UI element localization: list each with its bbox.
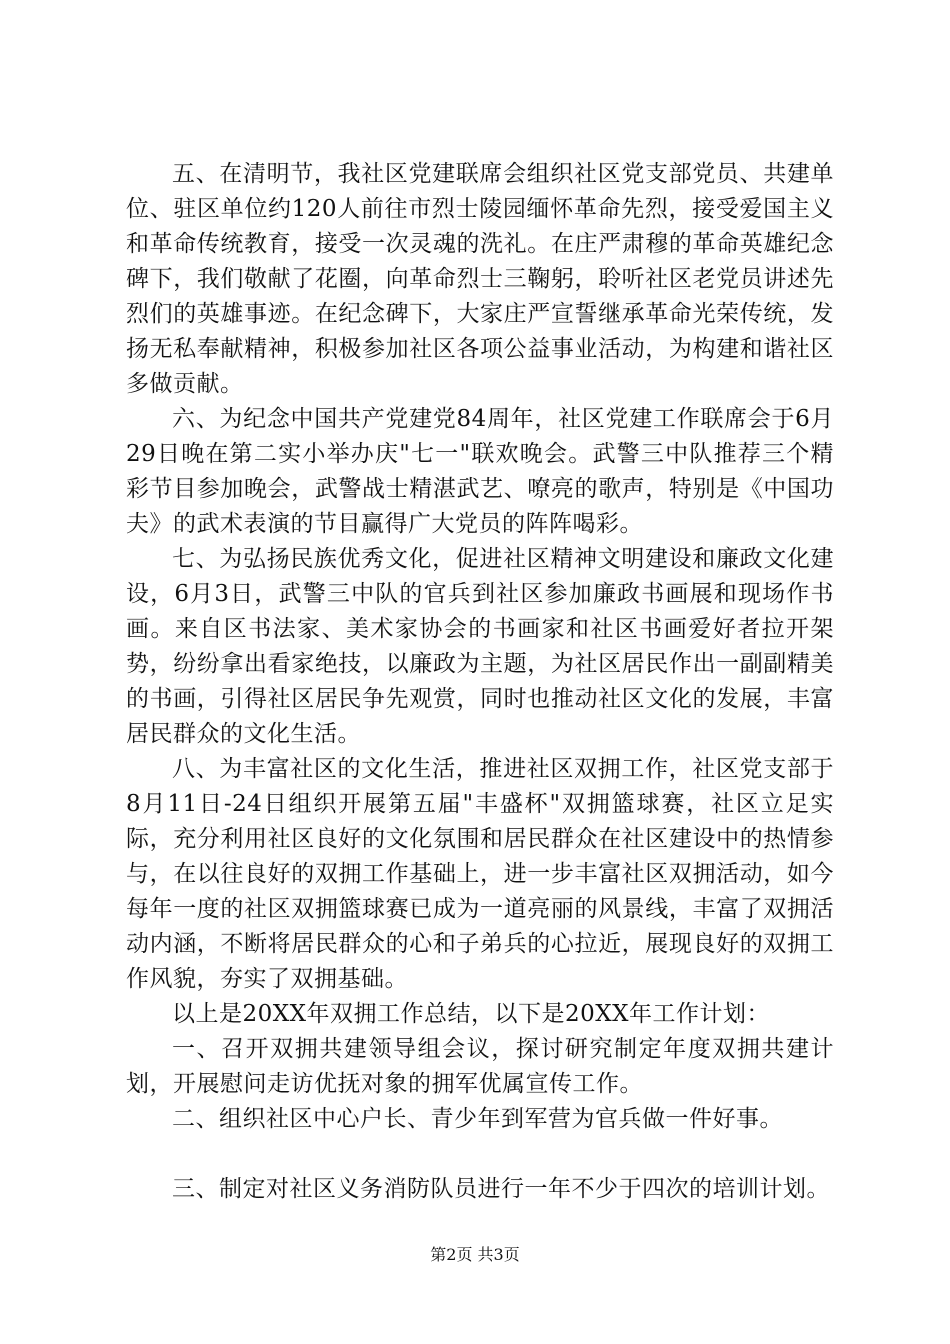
page-number-footer: 第2页 共3页 [430,1245,520,1264]
document-body [126,157,834,1207]
plan-item-three: 三、制定对社区义务消防队员进行一年不少于四次的培训计划。 [172,1176,830,1202]
paragraph-six: 六、为纪念中国共产党建党84周年，社区党建工作联席会于6月29日晚在第二实小举办庆"七一"联欢晚会。武警三中队推荐三个精彩节目参加晚会，武警战士精湛武艺、嘹亮的歌声，特别是《中国功夫》的武术表演的节目赢得广大党员的阵阵喝彩。 [126,406,834,537]
plan-item-one: 一、召开双拥共建领导组会议，探讨研究制定年度双拥共建计划，开展慰问走访优抚对象的拥军优属宣传工作。 [126,1036,834,1097]
plan-item-two: 二、组织社区中心户长、青少年到军营为官兵做一件好事。 [172,1106,783,1132]
paragraph-seven: 七、为弘扬民族优秀文化，促进社区精神文明建设和廉政文化建设，6月3日，武警三中队的官兵到社区参加廉政书画展和现场作书画。来自区书法家、美术家协会的书画家和社区书画爱好者拉开架势，纷纷拿出看家绝技，以廉政为主题，为社区居民作出一副副精美的书画，引得社区居民争先观赏，同时也推动社区文化的发展，丰富居民群众的文化生活。 [126,546,834,747]
plan-intro: 以上是20XX年双拥工作总结，以下是20XX年工作计划： [172,1001,771,1027]
paragraph-eight: 八、为丰富社区的文化生活，推进社区双拥工作，社区党支部于8月11日-24日组织开展第五届"丰盛杯"双拥篮球赛，社区立足实际，充分利用社区良好的文化氛围和居民群众在社区建设中的热情参与，在以往良好的双拥工作基础上，进一步丰富社区双拥活动，如今每年一度的社区双拥篮球赛已成为一道亮丽的风景线，丰富了双拥活动内涵，不断将居民群众的心和子弟兵的心拉近，展现良好的双拥工作风貌，夯实了双拥基础。 [126,756,834,992]
paragraph-five: 五、在清明节，我社区党建联席会组织社区党支部党员、共建单位、驻区单位约120人前往市烈士陵园缅怀革命先烈，接受爱国主义和革命传统教育，接受一次灵魂的洗礼。在庄严肃穆的革命英雄纪念碑下，我们敬献了花圈，向革命烈士三鞠躬，聆听社区老党员讲述先烈们的英雄事迹。在纪念碑下，大家庄严宣誓继承革命光荣传统，发扬无私奉献精神，积极参加社区各项公益事业活动，为构建和谐社区多做贡献。 [126,161,834,397]
